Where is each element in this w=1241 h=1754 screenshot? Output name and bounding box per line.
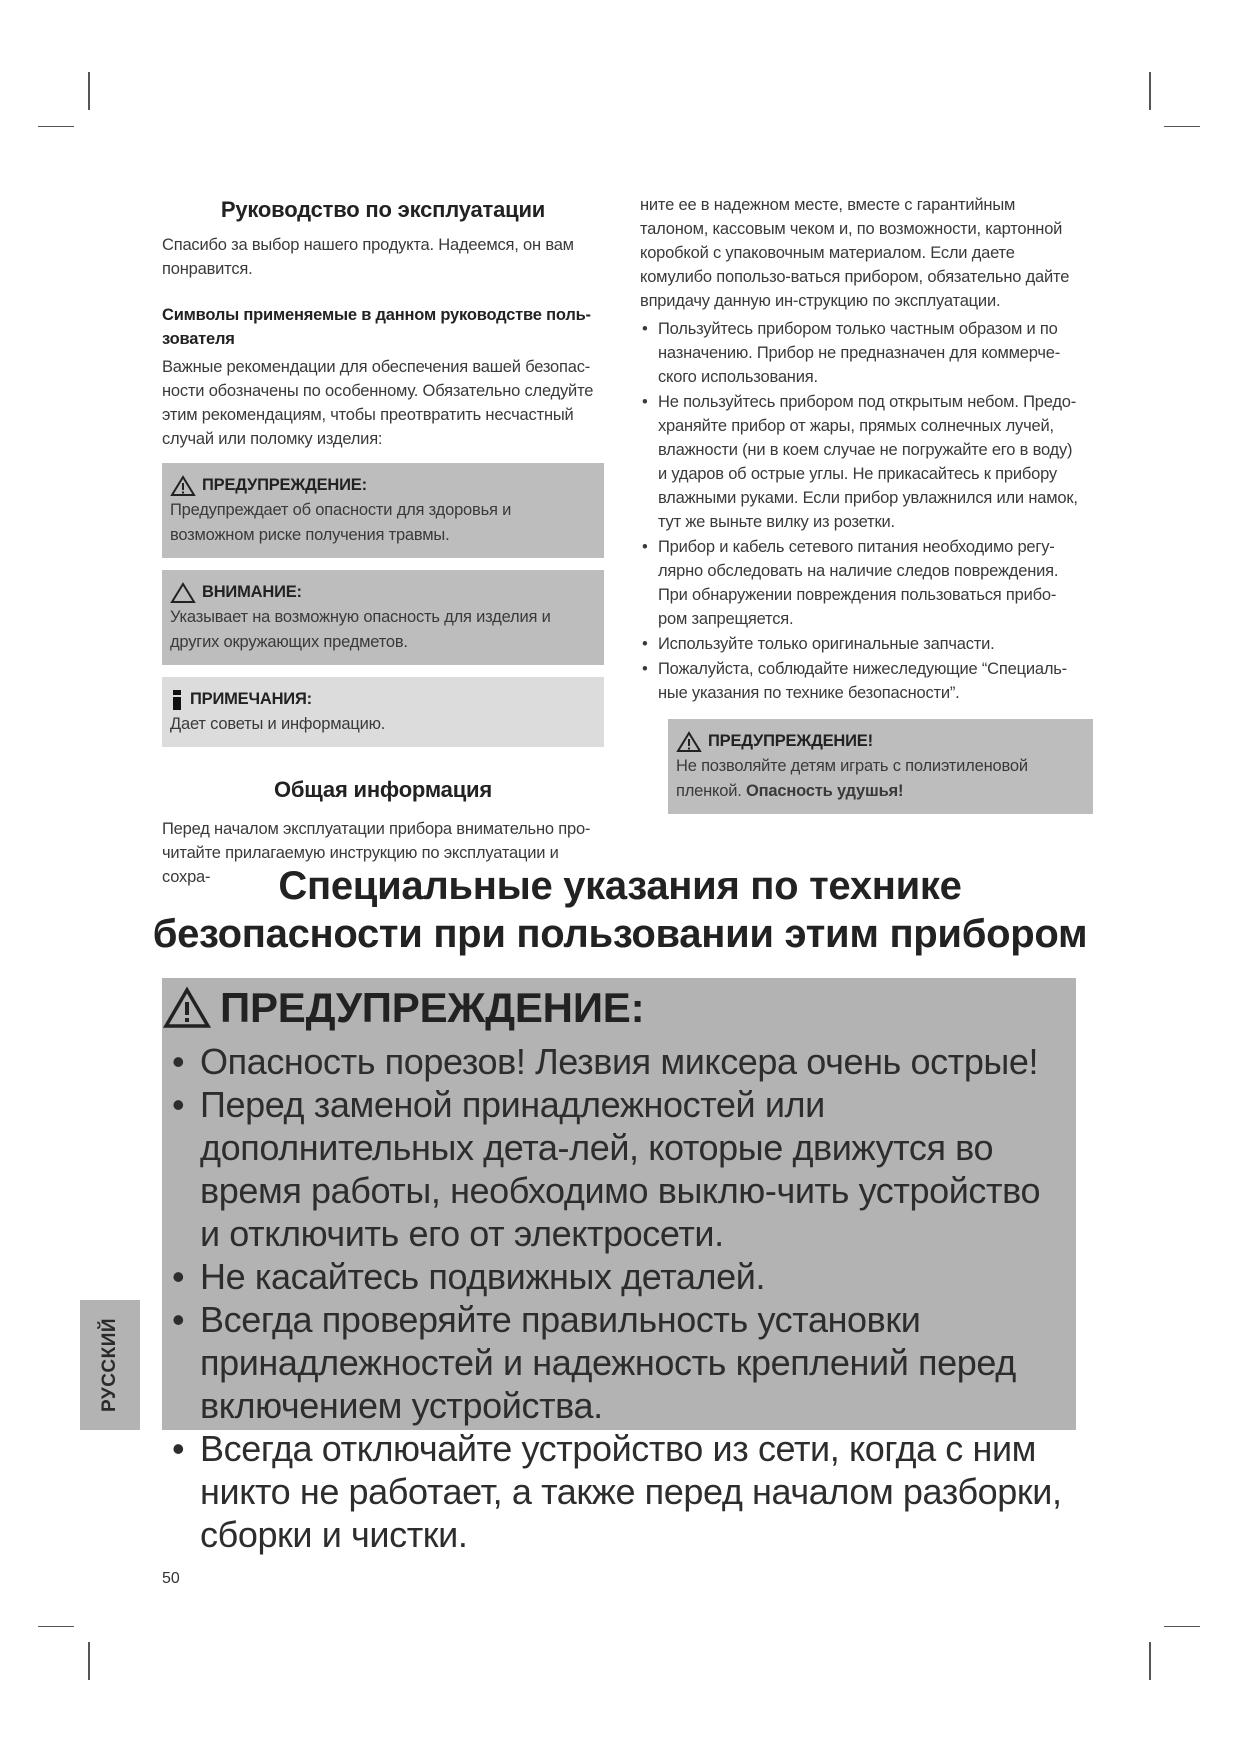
- child-warning-body: Не позволяйте детям играть с полиэтиленовой пленкой.: [676, 757, 1028, 800]
- caution-text: Указывает на возможную опасность для изделия и других окружающих предметов.: [170, 608, 551, 651]
- info-icon: [170, 689, 184, 711]
- caution-box-title: [170, 580, 596, 605]
- warning-triangle-icon: [676, 731, 702, 753]
- list-item: • Не касайтесь подвижных деталей.: [168, 1255, 1068, 1298]
- intro-text: Спасибо за выбор нашего продукта. Надеемся, он вам понравится.: [162, 236, 574, 278]
- list-item: • Пользуйтесь прибором только частным образом и по назначению. Прибор не предназначен для коммерче-ского использования.: [640, 317, 1085, 389]
- child-warning-emphasis: Опасность удушья!: [746, 782, 904, 800]
- general-heading: Общая информация: [274, 777, 492, 802]
- notes-text: Дает советы и информацию.: [170, 715, 386, 733]
- manual-title: Руководство по эксплуатации: [220, 197, 546, 222]
- notes-box: [162, 677, 604, 747]
- list-item: • Не пользуйтесь прибором под открытым небом. Предо-храняйте прибор от жары, прямых солнечных лучей, влажности (ни в коем случае не погружайте его в воду) и ударов об острые углы. Не прикасайтесь к прибору влажными руками. Если прибор увлажнился или намок, тут же выньте вилку из розетки.: [640, 390, 1085, 534]
- general-text: Перед началом эксплуатации прибора внимательно про-читайте прилагаемую инструкцию по эксплуатации и сохра-: [162, 820, 591, 886]
- right-column: [640, 197, 1085, 814]
- list-item: • Перед заменой принадлежностей или дополнительных дета-лей, которые движутся во время работы, необходимо выклю-чить устройство и отключить его от электросети.: [168, 1083, 1068, 1255]
- warning-triangle-icon: [170, 475, 196, 497]
- big-warning-list: [168, 1040, 1068, 1556]
- caution-box: [162, 570, 604, 665]
- child-warning-box: [668, 719, 1093, 814]
- safety-list: [640, 317, 1085, 705]
- crop-mark: [38, 126, 74, 127]
- left-column: [162, 197, 604, 889]
- crop-mark: [88, 72, 90, 110]
- warning-text: Предупреждает об опасности для здоровья и возможном риске получения травмы.: [170, 501, 512, 544]
- big-warning-box: [162, 978, 1076, 1555]
- crop-mark: [1149, 72, 1151, 110]
- list-item: • Опасность порезов! Лезвия миксера очень острые!: [168, 1040, 1068, 1083]
- notes-box-title: [170, 687, 596, 712]
- child-warning-title: [676, 729, 1085, 754]
- crop-mark: [38, 1626, 74, 1627]
- warning-box: [162, 463, 604, 558]
- list-item: • Используйте только оригинальные запчасти.: [640, 632, 1085, 656]
- big-warning-label: ПРЕДУПРЕЖДЕНИЕ:: [220, 984, 645, 1031]
- crop-mark: [1164, 1626, 1200, 1627]
- crop-mark: [1149, 1642, 1151, 1680]
- child-warning-text: [676, 754, 1085, 804]
- list-item: • Прибор и кабель сетевого питания необходимо регу-лярно обследовать на наличие следов повреждения. При обнаружении повреждения пользоваться прибо-ром запрещяется.: [640, 535, 1085, 631]
- page-number: 50: [162, 1570, 180, 1587]
- big-warning-header: [162, 984, 644, 1032]
- child-warning-label: ПРЕДУПРЕЖДЕНИЕ!: [708, 732, 873, 750]
- list-item: • Пожалуйста, соблюдайте нижеследующие “Специаль-ные указания по технике безопасности”.: [640, 657, 1085, 705]
- warning-triangle-icon: [162, 986, 212, 1030]
- language-label: РУССКИЙ: [99, 1317, 120, 1413]
- warning-box-title: [170, 473, 596, 498]
- language-tab: [80, 1300, 140, 1430]
- continuation-text: ните ее в надежном месте, вместе с гарантийным талоном, кассовым чеком и, по возможности, картонной коробкой с упаковочным материалом. Если даете комулибо попользо-ваться прибором, обязательно дайте впридачу данную ин-струкцию по эксплуатации.: [640, 196, 1070, 310]
- crop-mark: [1164, 126, 1200, 127]
- symbols-heading: Символы применяемые в данном руководстве поль-зователя: [162, 306, 591, 348]
- symbols-text: Важные рекомендации для обеспечения вашей безопас-ности обозначены по особенному. Обязательно следуйте этим рекомендациям, чтобы преотвратить несчастный случай или поломку изделия:: [162, 358, 594, 448]
- crop-mark: [88, 1642, 90, 1680]
- caution-label: ВНИМАНИЕ:: [202, 583, 302, 601]
- caution-triangle-icon: [170, 582, 196, 604]
- list-item: • Всегда проверяйте правильность установки принадлежностей и надежность креплений перед включением устройства.: [168, 1298, 1068, 1427]
- special-safety-title: Специальные указания по технике безопасности при пользовании этим прибором: [152, 864, 1088, 956]
- notes-label: ПРИМЕЧАНИЯ:: [190, 690, 312, 708]
- warning-label: ПРЕДУПРЕЖДЕНИЕ:: [202, 476, 367, 494]
- list-item: • Всегда отключайте устройство из сети, когда с ним никто не работает, а также перед началом разборки, сборки и чистки.: [168, 1427, 1068, 1556]
